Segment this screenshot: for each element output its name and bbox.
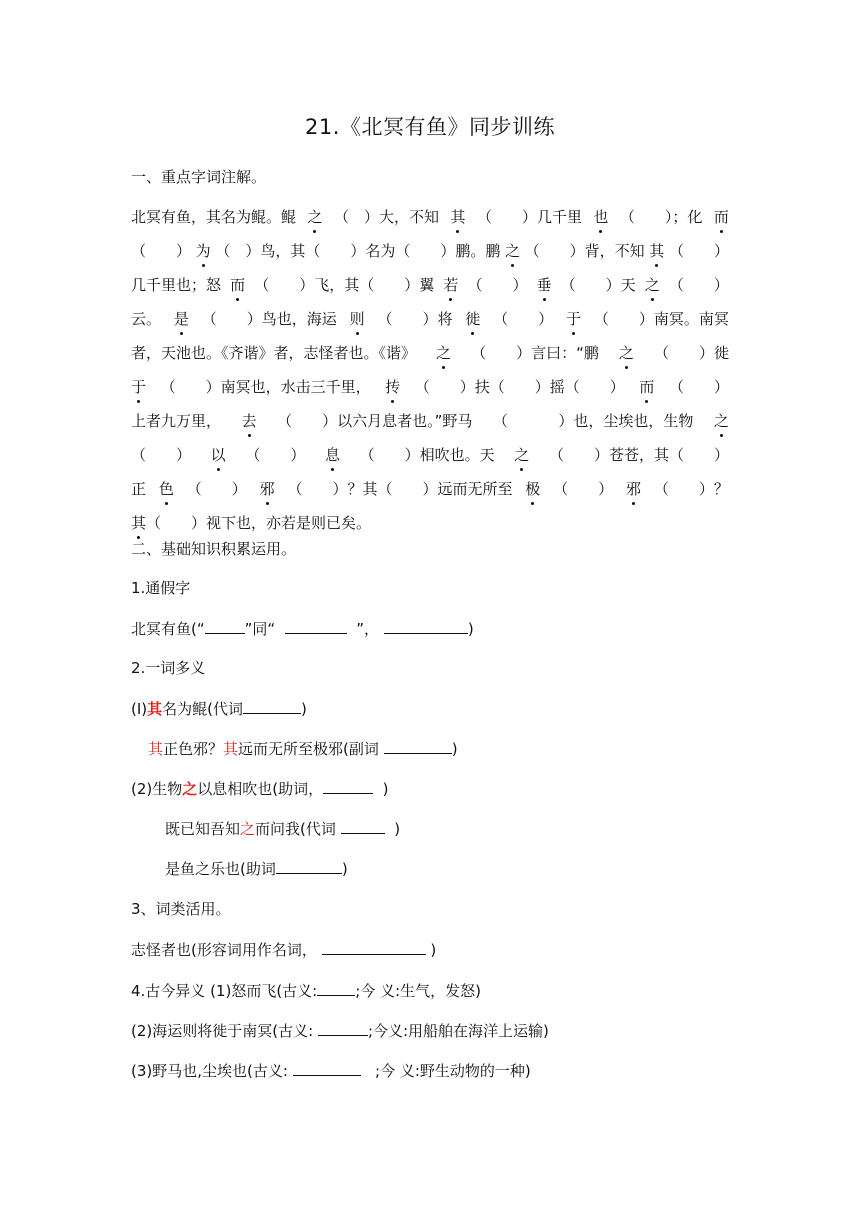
dotted-keyword: 于 [566, 310, 582, 328]
answer-blank[interactable] [276, 858, 342, 874]
passage-text: （ ）；化 [619, 208, 703, 226]
gujin-q2: (2)海运则将徙于南冥(古义: ;今义:用船舶在海洋上运输) [131, 1022, 549, 1040]
passage-line [131, 309, 729, 329]
passage-text: （ ）天 [560, 276, 636, 294]
passage-line [131, 343, 729, 363]
passage-text: （ ） [668, 276, 729, 294]
passage-text: （ ）鸟也，海运 [201, 310, 337, 328]
passage-text: （ ）言曰：“鹏 [471, 344, 599, 362]
duoyi-q1: (Ⅰ)其名为鲲(代词 ) [131, 700, 307, 718]
dotted-keyword: 之 [514, 446, 530, 464]
passage-line [131, 513, 729, 533]
huoyong-label: 3、词类活用。 [131, 900, 231, 918]
page-title: 21.《北冥有鱼》同步训练 [305, 115, 555, 139]
dotted-keyword: 为 [195, 242, 211, 260]
dotted-keyword: 之 [618, 344, 634, 362]
gujin-q3: (3)野马也,尘埃也(古义: ;今 义:野生动物的一种) [131, 1062, 531, 1080]
answer-blank[interactable] [205, 618, 245, 634]
dotted-keyword: 而 [230, 276, 246, 294]
passage-text: （ ） [245, 446, 306, 464]
passage-text: （ ）飞，其（ ）翼 [254, 276, 435, 294]
huoyong-question: 志怪者也(形容词用作名词， ) [131, 941, 437, 959]
highlight-word: 之 [182, 780, 198, 798]
answer-blank[interactable] [341, 818, 385, 834]
passage-line [131, 411, 729, 431]
answer-blank[interactable] [293, 1060, 361, 1076]
passage-text: （ ）苍苍，其（ ） [548, 446, 729, 464]
passage-text: （ ）鸟，其（ ）名为（ ）鹏。鹏 [215, 242, 501, 260]
highlight-word: 其 [147, 700, 163, 718]
passage-text: 几千里也；怒 [131, 276, 222, 294]
passage-text: （ ）扶（ ）摇（ ） [414, 378, 625, 396]
passage-text: （ ）南冥。南冥 [593, 310, 729, 328]
passage-text: 上者九万里， [131, 412, 222, 430]
gujin-q1: 4.古今异义 (1)怒而飞(古义: ;今 义:生气，发怒) [131, 982, 481, 1000]
passage-text: 者，天池也。《齐谐》者，志怪者也。《谐》 [131, 344, 417, 362]
passage-line [131, 275, 729, 295]
passage-text: 正 [131, 480, 147, 498]
passage-text: 云。 [131, 310, 162, 328]
answer-blank[interactable] [384, 738, 452, 754]
tongjia-question: 北冥有鱼(“ ”同“ ”， ) [131, 620, 474, 638]
passage-text: （ ） [467, 276, 528, 294]
highlight-word: 其 [148, 740, 164, 758]
passage-line [131, 207, 729, 227]
passage-text: （ ） [668, 242, 729, 260]
dotted-keyword: 而 [639, 378, 655, 396]
passage-line [131, 445, 729, 465]
dotted-keyword: 是 [173, 310, 189, 328]
dotted-keyword: 徙 [465, 310, 481, 328]
duoyi-q2b: 既已知吾知之而问我(代词 ) [165, 820, 401, 838]
answer-blank[interactable] [322, 939, 426, 955]
tongjia-label: 1.通假字 [131, 579, 191, 597]
duoyi-label: 2.一词多义 [131, 659, 206, 677]
answer-blank[interactable] [243, 698, 301, 714]
passage-text: （ ）南冥也，水击三千里， [160, 378, 371, 396]
dotted-keyword: 其 [649, 242, 665, 260]
highlight-word: 其 [223, 740, 239, 758]
section1-heading: 一、重点字词注解。 [131, 168, 267, 186]
dotted-keyword: 邪 [259, 480, 275, 498]
passage-text: 北冥有鱼，其名为鲲。鲲 [131, 208, 297, 226]
answer-blank[interactable] [317, 980, 355, 996]
dotted-keyword: 邪 [626, 480, 642, 498]
passage-text: （ ）？其（ ）远而无所至 [287, 480, 513, 498]
passage-text: （ ） [131, 242, 192, 260]
dotted-keyword: 以 [210, 446, 226, 464]
dotted-keyword: 之 [436, 344, 452, 362]
duoyi-q2c: 是鱼之乐也(助词 ) [165, 860, 348, 878]
highlight-word: 之 [240, 820, 256, 838]
dotted-keyword: 也 [593, 208, 609, 226]
passage-text: （ ）？ [653, 480, 729, 498]
answer-blank[interactable] [384, 618, 468, 634]
passage-text: （ ）几千里 [476, 208, 582, 226]
dotted-keyword: 极 [525, 480, 541, 498]
passage-text: （ ）视下也，亦若是则已矣。 [146, 514, 372, 532]
dotted-keyword: 之 [307, 208, 323, 226]
answer-blank[interactable] [318, 1020, 368, 1036]
answer-blank[interactable] [285, 618, 347, 634]
passage-text: ）也，尘埃也，生物 [528, 412, 694, 430]
passage-text: （ ）背，不知 [524, 242, 645, 260]
passage-text: （ ）将 [377, 310, 453, 328]
passage-text: （ ）以六月息者也。”野马 [277, 412, 473, 430]
passage-text: （ ）徙 [653, 344, 729, 362]
passage-text: （ ） [131, 446, 192, 464]
passage-text: （ ）相吹也。天 [359, 446, 495, 464]
dotted-keyword: 其 [131, 514, 147, 532]
passage-line [131, 241, 729, 261]
dotted-keyword: 则 [349, 310, 365, 328]
passage-text: （ ） [493, 310, 554, 328]
dotted-keyword: 息 [324, 446, 340, 464]
dotted-keyword: 若 [443, 276, 459, 294]
dotted-keyword: 而 [713, 208, 729, 226]
dotted-keyword: 于 [131, 378, 147, 396]
dotted-keyword: 去 [241, 412, 257, 430]
dotted-keyword: 抟 [385, 378, 401, 396]
dotted-keyword: 之 [644, 276, 660, 294]
passage-text: （ [492, 412, 508, 430]
dotted-keyword: 之 [713, 412, 729, 430]
dotted-keyword: 其 [450, 208, 466, 226]
answer-blank[interactable] [323, 778, 373, 794]
dotted-keyword: 垂 [536, 276, 552, 294]
dotted-keyword: 之 [504, 242, 520, 260]
passage-text: （ ） [186, 480, 247, 498]
passage-text: （ ） [553, 480, 614, 498]
passage-line [131, 377, 729, 397]
duoyi-q2: (2)生物之以息相吹也(助词， ) [131, 780, 389, 798]
duoyi-q1b: 其正色邪？其远而无所至极邪(副词 ) [148, 740, 458, 758]
section2-heading: 二、基础知识积累运用。 [131, 540, 297, 558]
passage-line [131, 479, 729, 499]
passage-text: （ ） [668, 378, 729, 396]
passage-text: （ ）大，不知 [333, 208, 439, 226]
dotted-keyword: 色 [158, 480, 174, 498]
